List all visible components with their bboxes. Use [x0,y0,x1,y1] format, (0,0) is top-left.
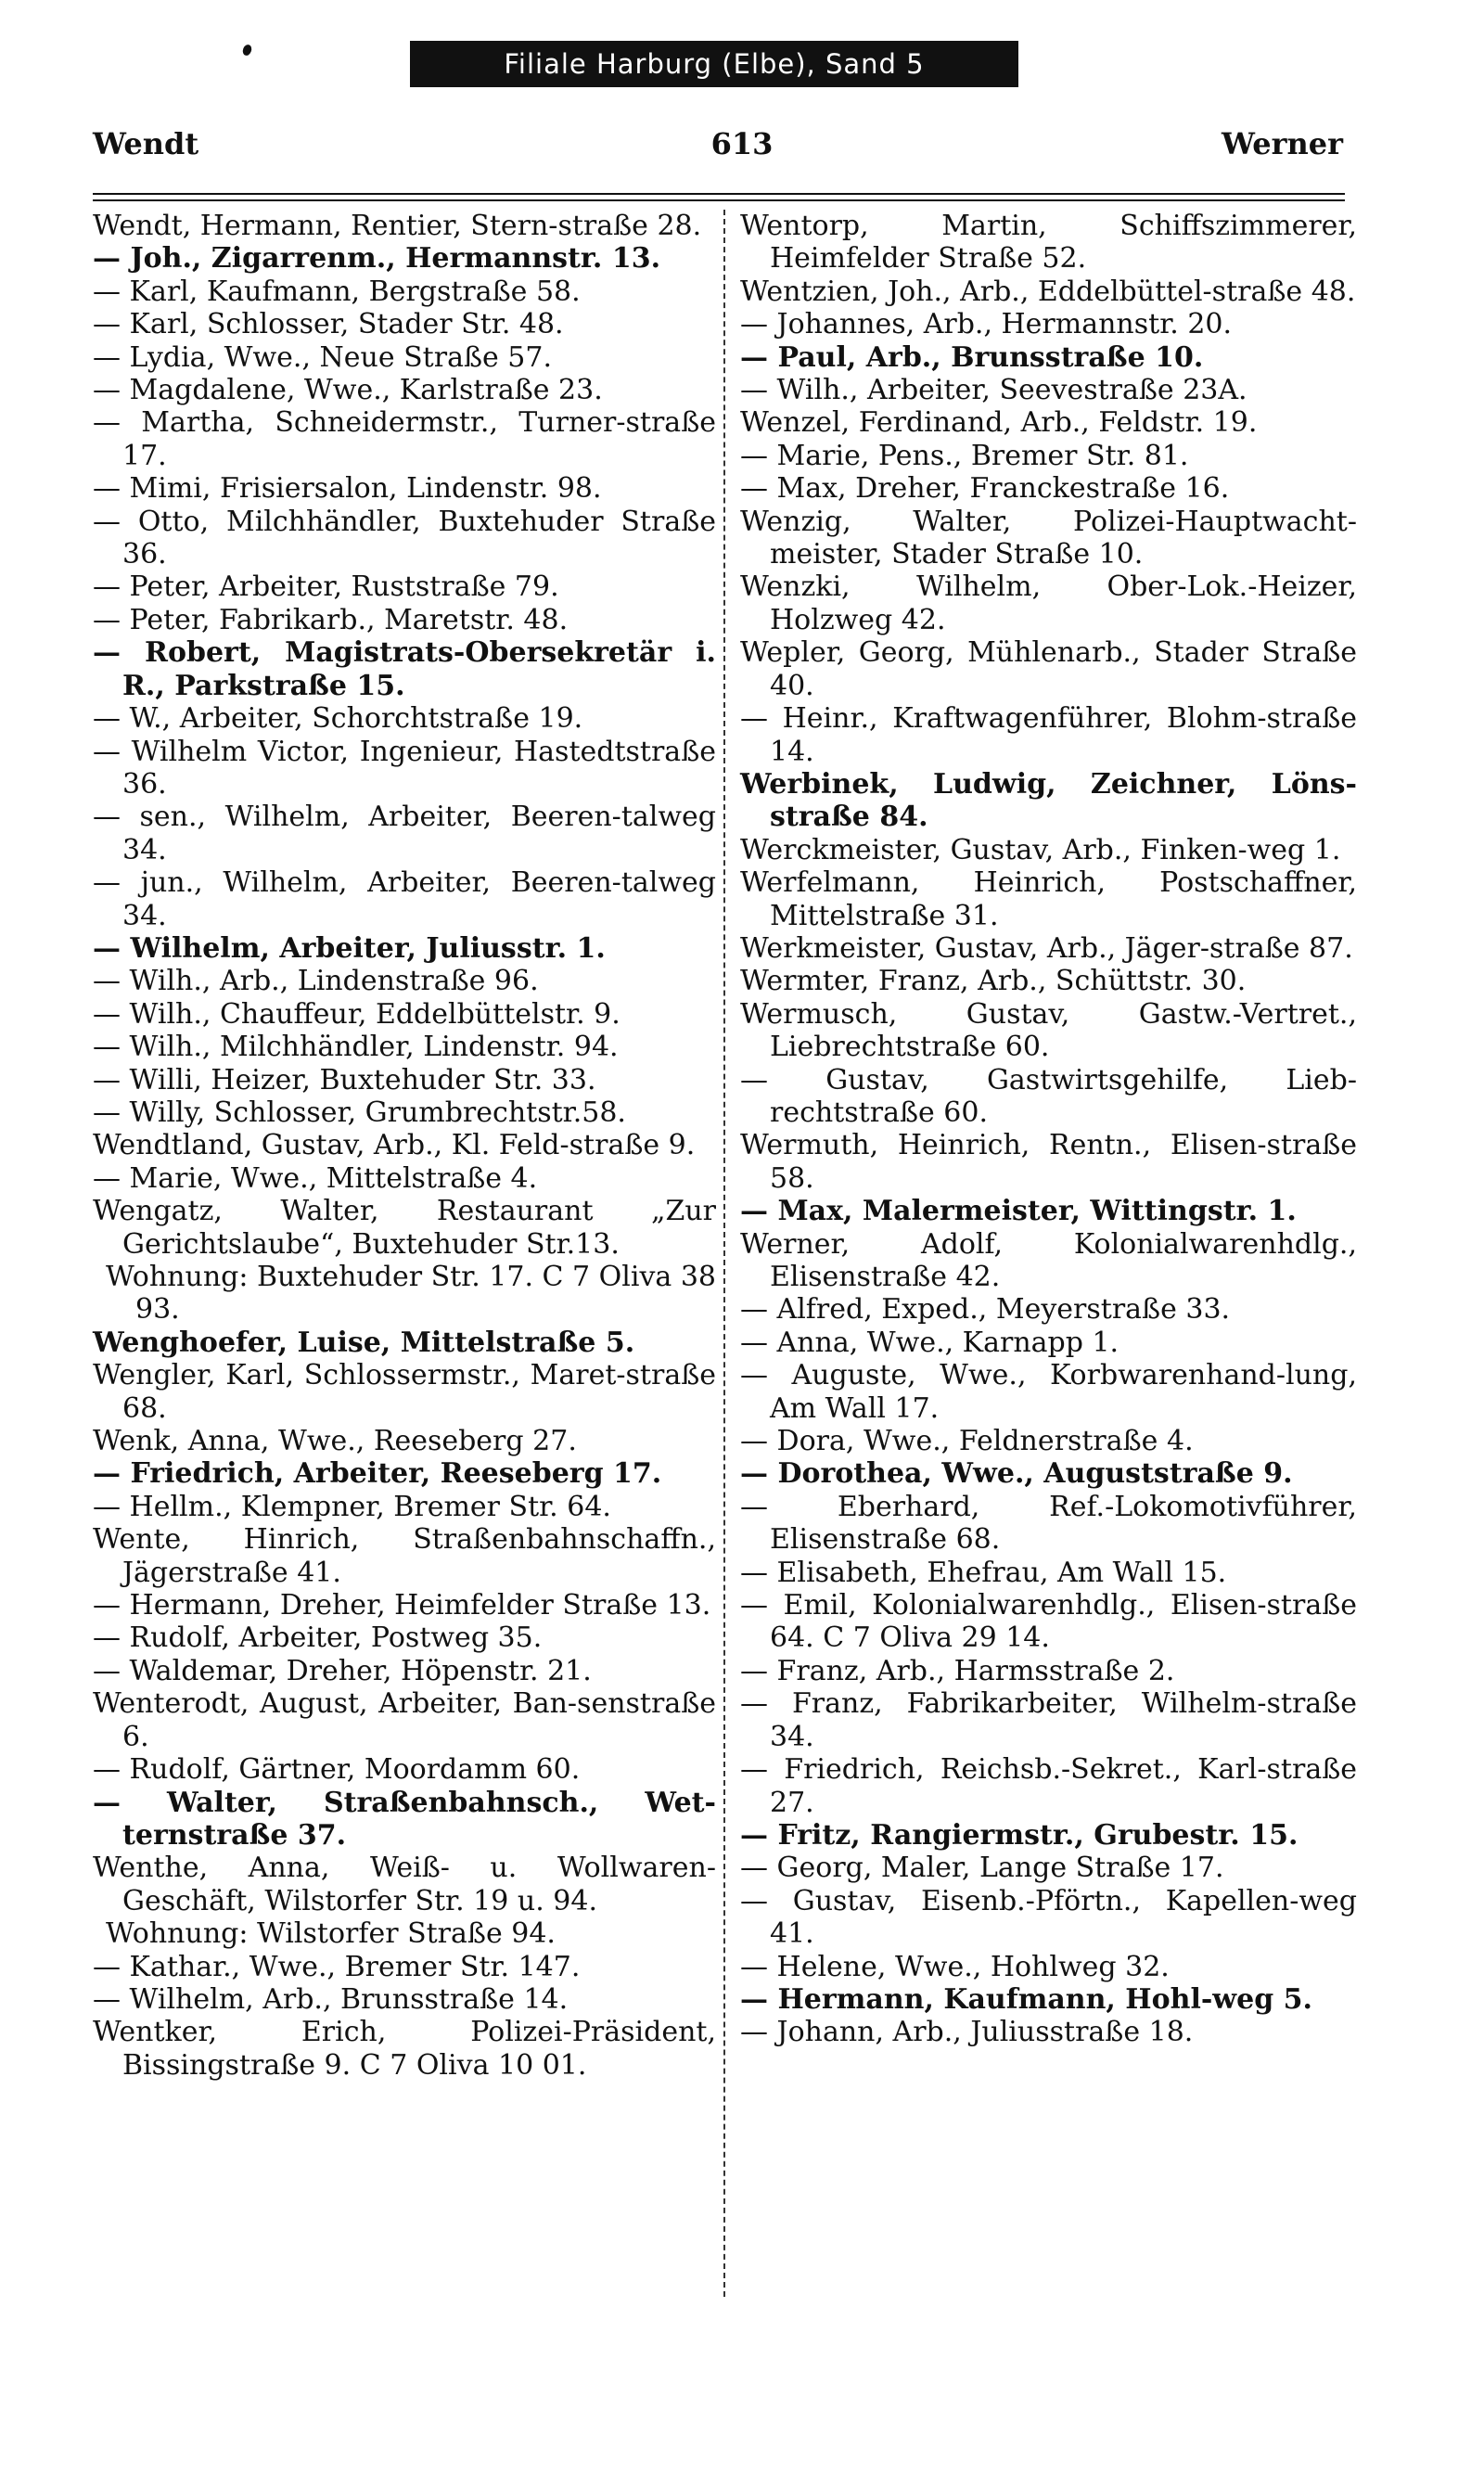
directory-entry: — Heinr., Kraftwagenführer, Blohm-straße 14. [740,702,1357,768]
directory-entry: — Willy, Schlosser, Grumbrechtstr.58. [93,1096,626,1129]
directory-entry: Wenthe, Anna, Weiß- u. Wollwaren-Geschäft, Wilstorfer Str. 19 u. 94. [93,1852,716,1917]
directory-entry: Werner, Adolf, Kolonialwarenhdlg., Elisenstraße 42. [740,1227,1357,1293]
directory-entry: — Dorothea, Wwe., Auguststraße 9. [740,1457,1293,1491]
directory-entry: Wenk, Anna, Wwe., Reeseberg 27. [93,1425,577,1458]
directory-entry: — Max, Malermeister, Wittingstr. 1. [740,1195,1297,1228]
directory-entry: Wenzig, Walter, Polizei-Hauptwacht-meister, Stader Straße 10. [740,505,1357,571]
directory-entry: — jun., Wilhelm, Arbeiter, Beeren-talweg 34. [93,866,716,932]
directory-entry: Werfelmann, Heinrich, Postschaffner, Mittelstraße 31. [740,866,1357,932]
directory-entry: — Mimi, Frisiersalon, Lindenstr. 98. [93,472,602,506]
directory-entry: — Anna, Wwe., Karnapp 1. [740,1326,1119,1359]
directory-entry: Wermuth, Heinrich, Rentn., Elisen-straße 58. [740,1129,1357,1195]
directory-entry: Wentzien, Joh., Arb., Eddelbüttel-straße 48. [740,275,1356,308]
branch-banner: Filiale Harburg (Elbe), Sand 5 [410,41,1018,87]
directory-entry: Wendtland, Gustav, Arb., Kl. Feld-straße 9. [93,1129,696,1162]
directory-entry: — Peter, Arbeiter, Ruststraße 79. [93,570,559,604]
directory-entry: — Waldemar, Dreher, Höpenstr. 21. [93,1654,592,1687]
directory-entry: Wente, Hinrich, Straßenbahnschaffn., Jägerstraße 41. [93,1523,716,1589]
directory-entry: — Otto, Milchhändler, Buxtehuder Straße 36. [93,505,716,571]
directory-entry: — Franz, Fabrikarbeiter, Wilhelm-straße 34. [740,1687,1357,1753]
directory-entry: — Wilh., Arb., Lindenstraße 96. [93,965,539,998]
directory-entry: — Paul, Arb., Brunsstraße 10. [740,340,1204,374]
directory-entry: Wenterodt, August, Arbeiter, Ban-senstraße 6. [93,1687,716,1753]
directory-entry: — Helene, Wwe., Hohlweg 32. [740,1950,1170,1983]
directory-entry: — Wilh., Milchhändler, Lindenstr. 94. [93,1031,619,1064]
directory-entry: — Dora, Wwe., Feldnerstraße 4. [740,1425,1194,1458]
directory-entry: Werckmeister, Gustav, Arb., Finken-weg 1. [740,833,1341,866]
directory-entry: Werbinek, Ludwig, Zeichner, Löns-straße 84. [740,767,1357,834]
directory-entry: — W., Arbeiter, Schorchtstraße 19. [93,702,583,736]
directory-entry: Werkmeister, Gustav, Arb., Jäger-straße 87. [740,931,1353,965]
directory-entry: — Hermann, Dreher, Heimfelder Straße 13. [93,1589,711,1622]
directory-entry: Wermter, Franz, Arb., Schüttstr. 30. [740,965,1247,998]
directory-entry: Wentorp, Martin, Schiffszimmerer, Heimfelder Straße 52. [740,210,1357,276]
directory-entry: — Magdalene, Wwe., Karlstraße 23. [93,374,603,407]
directory-entry: — Rudolf, Gärtner, Moordamm 60. [93,1753,581,1787]
directory-entry: — Johannes, Arb., Hermannstr. 20. [740,308,1233,341]
directory-entry: — Karl, Schlosser, Stader Str. 48. [93,308,564,341]
directory-entry: Wenghoefer, Luise, Mittelstraße 5. [93,1326,635,1359]
directory-entry: — Martha, Schneidermstr., Turner-straße 17. [93,406,716,472]
directory-entry: — Wilhelm, Arbeiter, Juliusstr. 1. [93,931,606,965]
directory-entry: — Alfred, Exped., Meyerstraße 33. [740,1293,1231,1327]
directory-entry: — Kathar., Wwe., Bremer Str. 147. [93,1950,581,1983]
directory-entry: — sen., Wilhelm, Arbeiter, Beeren-talweg 34. [93,801,716,866]
directory-entry: — Hermann, Kaufmann, Hohl-weg 5. [740,1982,1312,2016]
directory-entry: Wepler, Georg, Mühlenarb., Stader Straße 40. [740,636,1357,702]
directory-entry: — Marie, Wwe., Mittelstraße 4. [93,1161,538,1195]
directory-entry: — Lydia, Wwe., Neue Straße 57. [93,340,552,374]
directory-entry: — Franz, Arb., Harmsstraße 2. [740,1654,1175,1687]
directory-entry-continuation: Wohnung: Wilstorfer Straße 94. [106,1917,556,1951]
header-rule-bottom [93,199,1345,201]
directory-entry: Wenzel, Ferdinand, Arb., Feldstr. 19. [740,406,1258,440]
directory-entry: — Friedrich, Reichsb.-Sekret., Karl-straße 27. [740,1753,1357,1819]
directory-entry: — Eberhard, Ref.-Lokomotivführer, Elisenstraße 68. [740,1490,1357,1557]
directory-entry: — Friedrich, Arbeiter, Reeseberg 17. [93,1457,662,1491]
directory-entry: — Gustav, Gastwirtsgehilfe, Lieb-rechtstraße 60. [740,1063,1357,1129]
directory-entry: — Walter, Straßenbahnsch., Wet-ternstraße 37. [93,1786,716,1852]
directory-entry: — Willi, Heizer, Buxtehuder Str. 33. [93,1063,596,1096]
directory-entry: — Gustav, Eisenb.-Pförtn., Kapellen-weg 41. [740,1884,1357,1951]
directory-entry: — Wilh., Chauffeur, Eddelbüttelstr. 9. [93,997,620,1031]
page-number: 613 [710,126,774,161]
header-left-keyword: Wendt [93,126,199,161]
directory-entry: — Auguste, Wwe., Korbwarenhand-lung, Am Wall 17. [740,1359,1357,1425]
directory-entry: — Max, Dreher, Franckestraße 16. [740,472,1230,506]
directory-entry: — Johann, Arb., Juliusstraße 18. [740,2016,1194,2049]
directory-entry: — Emil, Kolonialwarenhdlg., Elisen-straße 64. C 7 Oliva 29 14. [740,1589,1357,1655]
directory-entry: Wengler, Karl, Schlossermstr., Maret-straße 68. [93,1359,716,1425]
directory-entry: — Robert, Magistrats-Obersekretär i. R., Parkstraße 15. [93,636,716,702]
directory-entry: — Rudolf, Arbeiter, Postweg 35. [93,1622,543,1655]
directory-entry: — Georg, Maler, Lange Straße 17. [740,1852,1224,1885]
directory-entry: Wenzki, Wilhelm, Ober-Lok.-Heizer, Holzweg 42. [740,570,1357,636]
directory-entry: — Wilhelm, Arb., Brunsstraße 14. [93,1982,569,2016]
directory-entry: — Wilh., Arbeiter, Seevestraße 23A. [740,374,1247,407]
directory-entry: Wentker, Erich, Polizei-Präsident, Bissingstraße 9. C 7 Oliva 10 01. [93,2016,716,2082]
header-rule-top [93,193,1345,195]
directory-entry: — Fritz, Rangiermstr., Grubestr. 15. [740,1818,1298,1852]
directory-entry: — Hellm., Klempner, Bremer Str. 64. [93,1490,611,1523]
directory-entry: — Elisabeth, Ehefrau, Am Wall 15. [740,1556,1227,1589]
directory-entry: — Wilhelm Victor, Ingenieur, Hastedtstraße 36. [93,735,716,801]
directory-entry: — Marie, Pens., Bremer Str. 81. [740,439,1189,472]
directory-entry: Wendt, Hermann, Rentier, Stern-straße 28. [93,210,702,242]
right-column [740,210,1357,2049]
left-column [93,210,716,2082]
directory-entry: — Karl, Kaufmann, Bergstraße 58. [93,275,581,308]
directory-entry: Wermusch, Gustav, Gastw.-Vertret., Liebrechtstraße 60. [740,997,1357,1064]
directory-entry-continuation: Wohnung: Buxtehuder Str. 17. C 7 Oliva 38 93. [106,1261,716,1327]
directory-entry: — Joh., Zigarrenm., Hermannstr. 13. [93,242,661,276]
directory-entry: — Peter, Fabrikarb., Maretstr. 48. [93,603,569,636]
directory-entry: Wengatz, Walter, Restaurant „Zur Gerichtslaube“, Buxtehuder Str.13. [93,1195,716,1261]
ink-speck [241,44,253,57]
header-right-keyword: Werner [1221,126,1343,161]
column-separator [723,210,725,2297]
